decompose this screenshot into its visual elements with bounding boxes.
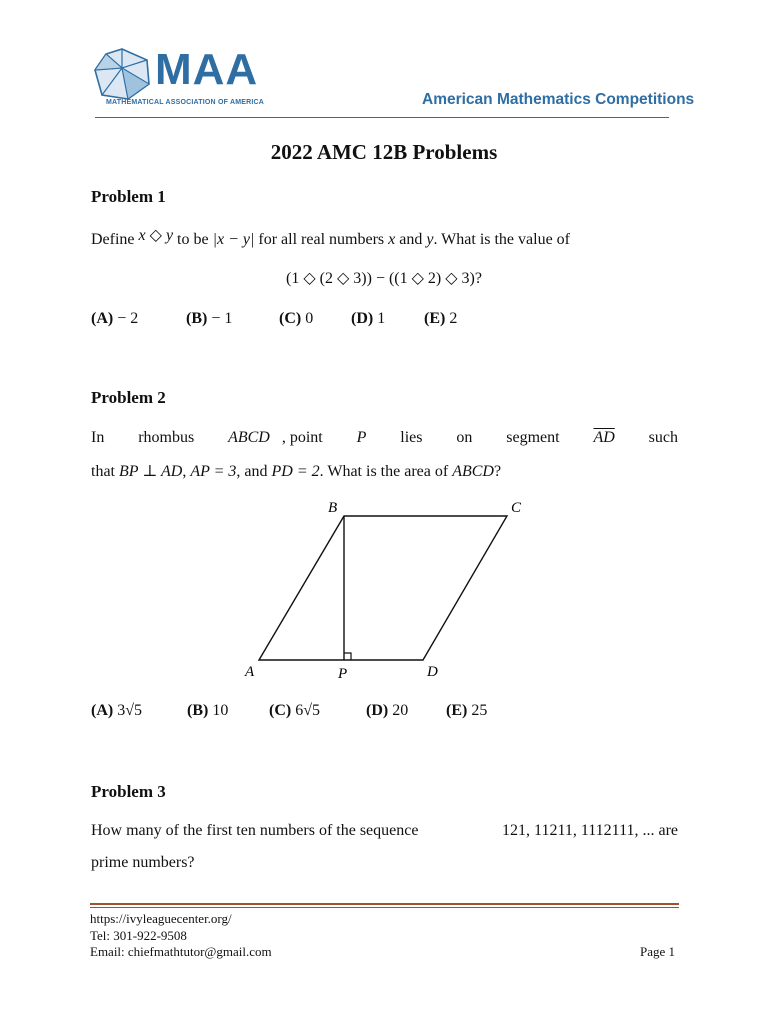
text: to be (177, 231, 209, 248)
label-p: P (338, 666, 348, 682)
rhombus-outline (259, 516, 507, 660)
problem-1-heading: Problem 1 (91, 187, 166, 206)
choice-b[interactable]: (B) 10 (187, 702, 229, 719)
choice-a[interactable]: (A) 3√5 (91, 702, 142, 719)
problem-1-statement (91, 229, 570, 249)
header-rule (95, 117, 669, 118)
math-perpendicular: BP ⊥ AD (119, 463, 183, 480)
problem-1-expression: (1 ◇ (2 ◇ 3)) − ((1 ◇ 2) ◇ 3)? (286, 270, 482, 287)
problem-2-heading: Problem 2 (91, 388, 166, 407)
footer-url-link[interactable]: https://ivyleaguecenter.org/ (90, 911, 232, 926)
text: for all real numbers (258, 231, 385, 248)
maa-logo-icon (92, 46, 152, 102)
text: . What is the value of (433, 231, 571, 248)
math-abcd: ABCD (452, 463, 494, 480)
competitions-title: American Mathematics Competitions (422, 91, 695, 108)
problem-3-line-2: prime numbers? (91, 854, 195, 871)
sequence-first: 121 (502, 822, 527, 839)
choice-b[interactable]: (B) − 1 (186, 310, 233, 327)
math-pd: PD = 2 (271, 463, 320, 480)
text: that (91, 463, 115, 480)
text: and (399, 231, 423, 248)
choice-c[interactable]: (C) 0 (279, 310, 314, 327)
math-p: P (356, 429, 367, 446)
problem-1-choices (91, 310, 457, 328)
choice-d[interactable]: (D) 1 (351, 310, 386, 327)
math-abcd: ABCD (228, 429, 270, 446)
choice-e[interactable]: (E) 25 (446, 702, 488, 719)
choice-c[interactable]: (C) 6√5 (269, 702, 320, 719)
footer-rule-bottom (90, 907, 679, 908)
footer-email: Email: chiefmathtutor@gmail.com (90, 944, 272, 959)
rhombus-diagram (230, 495, 540, 685)
text: , (182, 463, 187, 480)
text: In (91, 429, 105, 446)
choice-d[interactable]: (D) 20 (366, 702, 409, 719)
math-x: x (388, 231, 396, 248)
label-c: C (511, 500, 522, 516)
logo-subtitle: MATHEMATICAL ASSOCIATION OF AMERICA (106, 99, 265, 106)
math-absolute: |x − y| (212, 231, 255, 248)
text: ? (493, 463, 502, 480)
text: lies (400, 429, 423, 446)
logo-text: MAA (155, 45, 259, 94)
label-a: A (245, 664, 255, 680)
text: segment (506, 429, 560, 446)
problem-2-line-2 (91, 461, 501, 481)
math-y: y (426, 231, 434, 248)
problem-3-heading: Problem 3 (91, 782, 166, 801)
text: How many of the first ten numbers of the sequence (91, 822, 419, 839)
text: on (456, 429, 473, 446)
problem-3-line-1 (91, 822, 678, 840)
math-segment-ad: $\overline{AD}$ (593, 429, 615, 446)
text: . What is the area of (319, 463, 449, 480)
text: rhombus (138, 429, 195, 446)
problem-2-line-1 (91, 429, 678, 447)
text: , 11211, 1112111, ... are (526, 822, 678, 839)
math-diamond: x ◇ y (138, 227, 174, 244)
choice-e[interactable]: (E) 2 (424, 310, 458, 327)
page-number: Page 1 (640, 944, 676, 959)
page-title: 2022 AMC 12B Problems (270, 140, 498, 164)
label-b: B (328, 500, 338, 516)
text: such (648, 429, 678, 446)
right-angle-mark (344, 653, 351, 660)
footer-tel: Tel: 301-922-9508 (90, 928, 187, 943)
math-ap: AP = 3 (190, 463, 237, 480)
problem-2-choices (91, 702, 487, 720)
choice-a[interactable]: (A) − 2 (91, 310, 139, 327)
text: , point (281, 429, 323, 446)
text: Define (91, 231, 135, 248)
label-d: D (427, 664, 438, 680)
footer-rule-top (90, 903, 679, 905)
text: , and (236, 463, 268, 480)
